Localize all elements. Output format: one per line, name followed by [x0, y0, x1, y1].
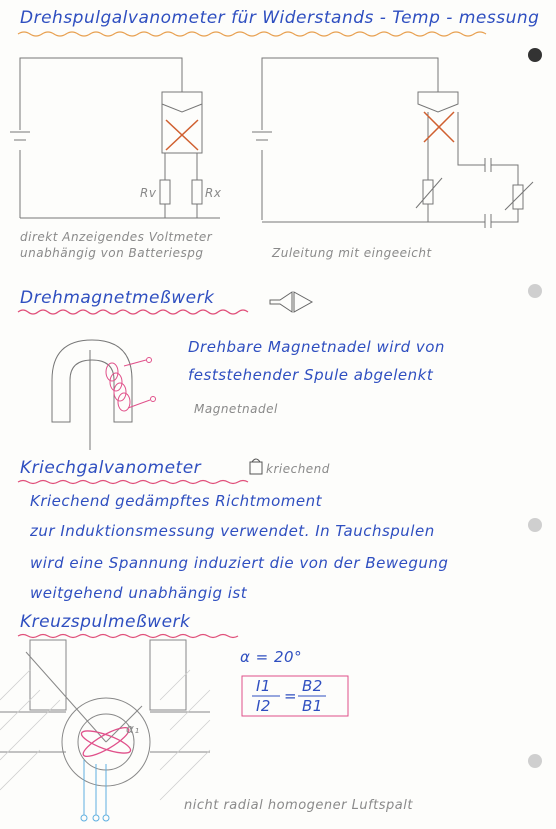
circuit-left — [10, 58, 220, 218]
label-magnetnadel: Magnetnadel — [194, 402, 278, 416]
heading-underline — [18, 32, 486, 36]
angle-label: α₁ — [126, 722, 140, 736]
circuit-right — [252, 58, 533, 228]
text-kriech-3: wird eine Spannung induziert die von der Bewegung — [30, 554, 449, 572]
kriech-symbol — [250, 459, 262, 474]
alpha-value: α = 20° — [240, 648, 303, 666]
formula-i1: I1 — [256, 677, 271, 695]
resistor-label-rv: Rv — [140, 186, 157, 200]
kreuzspul-sketch — [0, 640, 210, 786]
heading-underline — [18, 310, 248, 314]
text-magnetnadel-2: feststehender Spule abgelenkt — [188, 366, 434, 384]
formula-b1: B1 — [302, 697, 323, 715]
caption-zuleitung: Zuleitung mit eingeeicht — [272, 246, 432, 260]
speaker-icon — [270, 292, 312, 312]
resistor-label-rx: Rx — [205, 186, 222, 200]
caption-luftspalt: nicht radial homogener Luftspalt — [184, 798, 413, 813]
text-magnetnadel-1: Drehbare Magnetnadel wird von — [188, 338, 445, 356]
caption-battery: unabhängig von Batteriespg — [20, 246, 204, 260]
heading-underline — [18, 635, 238, 638]
caption-voltmeter: direkt Anzeigendes Voltmeter — [20, 230, 213, 244]
text-kriech-2: zur Induktionsmessung verwendet. In Tauchspulen — [30, 522, 435, 540]
heading-kreuzspulmesswerk: Kreuzspulmeßwerk — [20, 612, 191, 632]
coil-leads — [81, 760, 109, 821]
heading-drehmagnetmesswerk: Drehmagnetmeßwerk — [20, 288, 215, 308]
coil-cross-left — [166, 120, 198, 150]
heading-drehspulgalvanometer: Drehspulgalvanometer für Widerstands - Temp - messung — [20, 8, 540, 28]
heading-underline — [18, 481, 248, 484]
heading-kriechgalvanometer: Kriechgalvanometer — [20, 458, 202, 478]
formula-equals: = — [284, 687, 298, 705]
text-kriech-1: Kriechend gedämpftes Richtmoment — [30, 492, 322, 510]
formula-b2: B2 — [302, 677, 323, 695]
text-kriech-4: weitgehend unabhängig ist — [30, 584, 248, 602]
tag-kriechend: kriechend — [266, 462, 330, 476]
formula-i2: I2 — [256, 697, 271, 715]
